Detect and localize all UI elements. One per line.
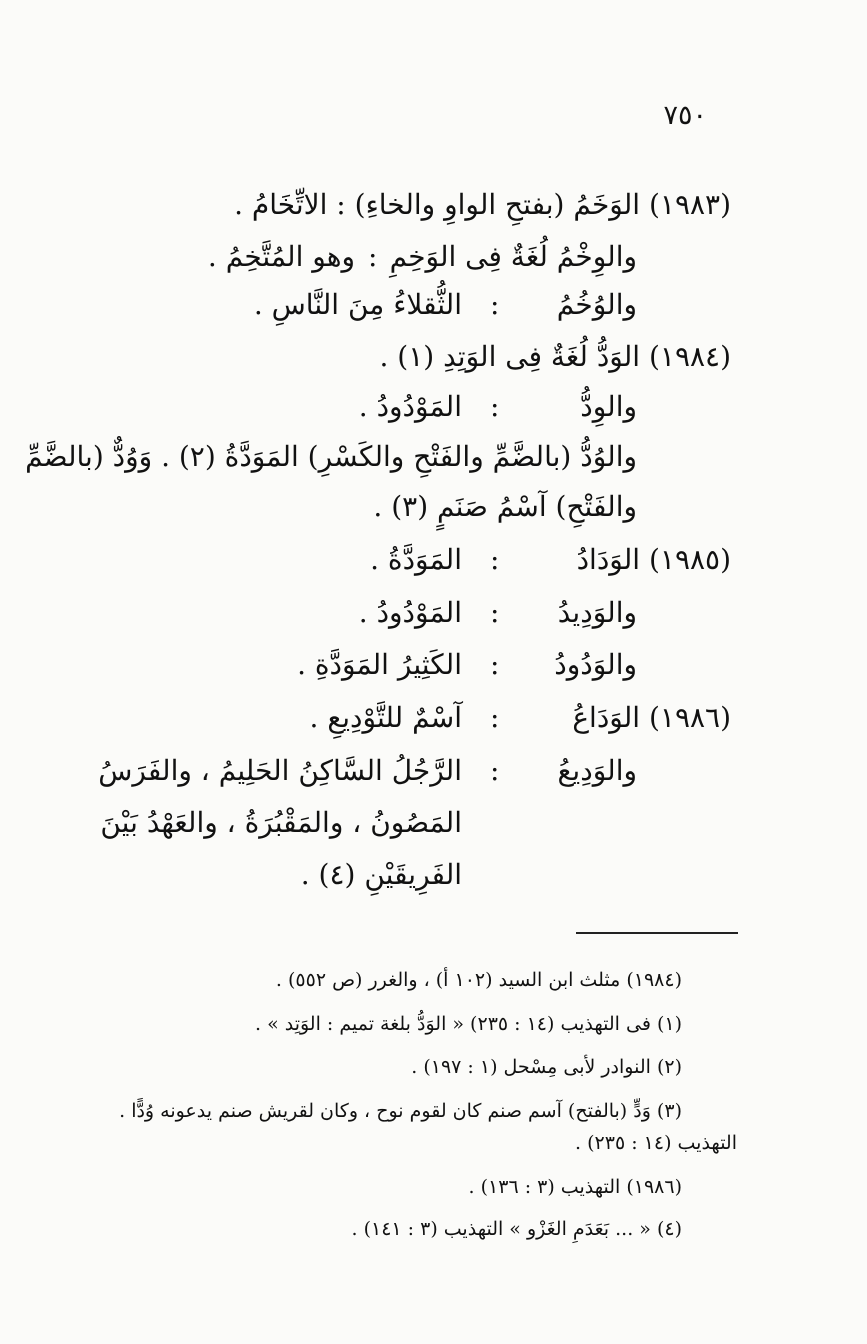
entry-line: المَصُونُ ، والمَقْبُرَةُ ، والعَهْدُ بَيْنَ (100, 806, 462, 839)
entry-line: (١٩٨٣) الوَخَمُ (بفتحِ الواوِ والخاءِ) : الاتِّخَامُ . (234, 188, 731, 221)
entry-line: (١٩٨٦) الوَدَاعُ (572, 701, 731, 734)
footnote: التهذيب (١٤ : ٢٣٥) . (575, 1132, 737, 1154)
separator-colon: : (490, 390, 500, 423)
entry-line: الفَرِيقَيْنِ (٤) . (300, 858, 462, 891)
entry-line: آسْمٌ للتَّوْدِيعِ . (309, 701, 462, 734)
entry-line: والفَتْحِ) آسْمُ صَنَمٍ (٣) . (373, 490, 637, 523)
footnote: (١٩٨٤) مثلث ابن السيد (١٠٢ أ) ، والغرر (ص ٥٥٢) . (275, 969, 682, 991)
page-number: ٧٥٠ (663, 100, 707, 131)
footnote: (٣) وَدٍّ (بالفتح) آسم صنم كان لقوم نوح ، وكان لقريش صنم يدعونه وُدًّا . (119, 1100, 682, 1122)
separator-colon: : (368, 240, 378, 273)
entry-line: والوَدِيعُ (557, 754, 637, 787)
footnote: (١٩٨٦) التهذيب (٣ : ١٣٦) . (468, 1176, 682, 1198)
footnote: (٢) النوادر لأبى مِسْحل (١ : ١٩٧) . (411, 1056, 682, 1078)
footnote: (١) فى التهذيب (١٤ : ٢٣٥) « الوَدُّ بلغة تميم : الوَتِد » . (254, 1013, 682, 1035)
dictionary-entries (0, 175, 867, 895)
entry-line: والوُخُمُ (556, 288, 637, 321)
entry-line: الرَّجُلُ السَّاكِنُ الحَلِيمُ ، والفَرَسُ (98, 754, 462, 787)
entry-line: المَوْدُودُ . (358, 390, 462, 423)
entry-line: والوِدُّ (580, 390, 637, 423)
separator-colon: : (490, 288, 500, 321)
footnote-divider (576, 932, 738, 934)
entry-line: (١٩٨٥) الوَدَادُ (576, 543, 731, 576)
footnote: (٤) « ... بَعَدَمِ الغَزْو » التهذيب (٣ : ١٤١) . (351, 1218, 682, 1240)
entry-line: والوِخْمُ لُغَةٌ فِى الوَخِمِ (389, 240, 637, 273)
separator-colon: : (490, 754, 500, 787)
separator-colon: : (490, 596, 500, 629)
entry-line: الثُّقلاءُ مِنَ النَّاسِ . (253, 288, 462, 321)
entry-line: والوَدِيدُ (557, 596, 637, 629)
separator-colon: : (490, 648, 500, 681)
separator-colon: : (490, 543, 500, 576)
entry-line: الكَثِيرُ المَوَدَّةِ . (297, 648, 462, 681)
separator-colon: : (490, 701, 500, 734)
entry-line: وهو المُتَّخِمُ . (207, 240, 355, 273)
entry-line: (١٩٨٤) الوَدُّ لُغَةٌ فِى الوَتِدِ (١) . (379, 340, 731, 373)
entry-line: المَوْدُودُ . (358, 596, 462, 629)
entry-line: والوَدُودُ (554, 648, 637, 681)
entry-line: والوُدُّ (بالضَّمِّ والفَتْحِ والكَسْرِ) المَوَدَّةُ (٢) . وَوُدٌّ (بالضَّمِّ (25, 440, 637, 473)
entry-line: المَوَدَّةُ . (370, 543, 462, 576)
